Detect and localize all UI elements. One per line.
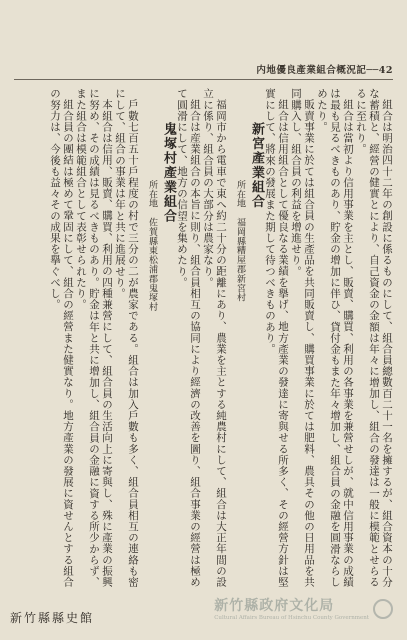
paragraph: 組合は信用組合として優良なる業績を擧げ、地方產業の發達に寄與せる所多く、その經營方針は堅實にして、將來の發展また期して待つべきものあり。	[264, 88, 289, 587]
watermark-subtitle: Cultural Affairs Bureau of Hsinchu County Government	[214, 615, 369, 621]
watermark	[214, 595, 393, 622]
paragraph: 本組合は信用、販賣、購買、利用の四種兼營にして、組合員の生活向上に寄與し、殊に產業の振興に努め、その成績は見るべきものあり。貯金は年と共に增加し、組合員の金融に資する所少からず、また組合は模範組合として表彰せられたり。	[75, 88, 113, 588]
section-title: 鬼塚村產業組合	[161, 122, 176, 224]
running-head: 内地優良產業組合概況記──42	[256, 65, 393, 76]
paragraph: 組合員の團結は極めて鞏固にして、組合の經營また健實なり。地方產業の發展に資せんとする組合の努力は、今後も益々その成果を擧ぐべし。	[49, 88, 74, 587]
paragraph: 販賣事業に於ては組合員の生產品を共同販賣し、購買事業に於ては肥料、農具その他の日用品を共同購入し、組合員の利益を增進せり。	[290, 88, 315, 587]
section-title: 新宮產業組合	[249, 122, 264, 209]
paragraph: 組合は當初より信用事業を主とし、販賣、購買、利用の各事業を兼營せしが、就中信用事業の成績は最も見るべきものあり、貯金の增加に伴ひ、貸付金もまた年々增加し、組合員の金融を圓滑ならしめたり。	[316, 88, 354, 588]
section-address: 所在地 福岡縣糟屋郡新宮村	[235, 180, 245, 303]
archive-mark: 新竹縣縣史館	[10, 611, 95, 625]
bureau-logo-icon	[373, 599, 393, 619]
paragraph: 福岡市から電車で東へ約二十分の距離にあり、農業を主とする純農村にして、組合は大正年間の設立に係り、組合員の大部分は農家なり。	[202, 88, 227, 587]
section-address: 所在地 佐賀縣東松浦郡鬼塚村	[147, 180, 157, 312]
paragraph: 組合は明治四十二年の創設に係るものにして、組合員總數百二十一名を擁するが、組合資本の十分な蓄積と、經營の健實とにより、自己資金の金額は年々に增加し、組合の發達は一般に模範とせらるるに至れり。	[355, 88, 393, 588]
watermark-title: 新竹縣政府文化局	[214, 598, 335, 614]
paragraph: 組合は産業組合の本旨に則り、組合員相互の協同により經濟の改善を圖り、組合事業の經營は極めて圓滑にして、地方の信望を集めたり。	[176, 88, 201, 587]
header-rule	[14, 79, 393, 80]
text-columns	[14, 88, 393, 588]
paragraph: 戶數七百五十戶程度の村で三分の二が農家である。組合は加入戶數も多く、組合員相互の連絡も密にして、組合の事業は年と共に進展せり。	[114, 88, 139, 587]
